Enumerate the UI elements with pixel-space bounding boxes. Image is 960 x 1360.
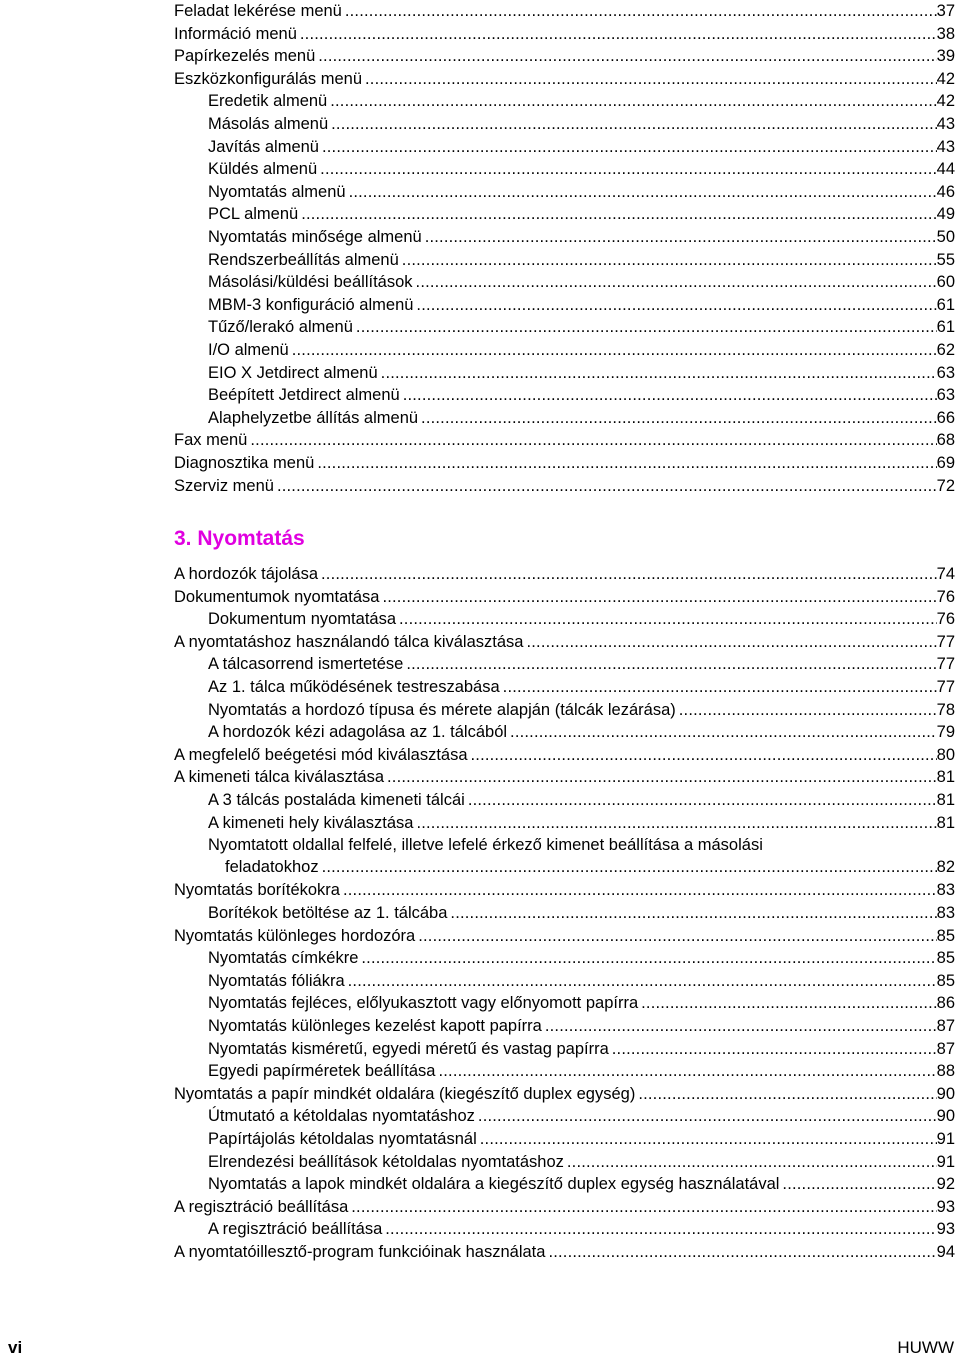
dot-leader <box>345 0 937 22</box>
toc-entry[interactable] <box>174 1196 955 1218</box>
dot-leader <box>322 136 937 158</box>
toc-entry-title: Elrendezési beállítások kétoldalas nyomtatáshoz <box>208 1152 564 1171</box>
toc-entry-page: 88 <box>936 1062 955 1081</box>
toc-entry[interactable] <box>208 136 955 158</box>
toc-entry[interactable] <box>174 631 955 653</box>
toc-entry[interactable] <box>208 1060 955 1082</box>
toc-entry[interactable] <box>208 1015 955 1037</box>
dot-leader <box>331 113 937 135</box>
toc-entry-title: Javítás almenü <box>208 137 319 156</box>
toc-entry-title: Nyomtatás kisméretű, egyedi méretű és vastag papírra <box>208 1039 609 1058</box>
toc-entry-page: 87 <box>936 1039 955 1058</box>
page-number: vi <box>8 1338 23 1357</box>
dot-leader <box>382 586 936 608</box>
toc-entry-page: 86 <box>936 994 955 1013</box>
toc-entry-title: PCL almenü <box>208 205 299 224</box>
toc-entry-page: 93 <box>936 1197 955 1216</box>
toc-entry[interactable] <box>208 90 955 112</box>
dot-leader <box>300 23 937 45</box>
toc-entry[interactable] <box>208 1105 955 1127</box>
toc-entry-title: Papírtájolás kétoldalas nyomtatásnál <box>208 1130 477 1148</box>
toc-entry-page: 38 <box>936 24 955 43</box>
toc-entry-page: 50 <box>936 228 955 246</box>
toc-entry[interactable] <box>208 362 955 384</box>
toc-entry[interactable] <box>208 384 955 406</box>
toc-entry-title: Küldés almenü <box>208 160 318 179</box>
dot-leader <box>480 1128 937 1150</box>
toc-entry[interactable] <box>208 113 955 135</box>
dot-leader <box>638 1083 936 1105</box>
toc-entry-page: 79 <box>936 723 955 742</box>
toc-entry[interactable] <box>174 925 955 947</box>
toc-entry-title: I/O almenü <box>208 341 289 359</box>
toc-entry[interactable] <box>208 407 955 429</box>
toc-entry-page: 61 <box>936 295 955 314</box>
toc-entry-title: A kimeneti tálca kiválasztása <box>174 768 385 787</box>
dot-leader <box>277 475 937 497</box>
toc-entry-title: Alaphelyzetbe állítás almenü <box>208 408 419 427</box>
toc-entry-page: 63 <box>936 363 955 382</box>
toc-entry-page: 81 <box>936 813 955 832</box>
toc-entry-title: A kimeneti hely kiválasztása <box>208 813 414 832</box>
toc-entry[interactable] <box>208 902 955 924</box>
toc-entry-title: Az 1. tálca működésének testreszabása <box>208 678 500 696</box>
toc-entry-page: 55 <box>936 250 955 269</box>
toc-entry-title: A regisztráció beállítása <box>208 1220 383 1239</box>
dot-leader <box>416 294 936 316</box>
toc-entry[interactable] <box>208 608 955 630</box>
toc-entry-title: Beépített Jetdirect almenü <box>208 386 400 405</box>
toc-entry-title: Nyomtatás címkékre <box>208 949 359 968</box>
dot-leader <box>421 407 937 429</box>
toc-entry[interactable] <box>208 1038 955 1060</box>
toc-entry-page: 61 <box>936 318 955 337</box>
toc-entry-page: 68 <box>936 431 955 450</box>
toc-entry-page: 43 <box>936 137 955 156</box>
toc-entry-page: 42 <box>936 92 955 111</box>
toc-entry-page: 90 <box>936 1107 955 1126</box>
toc-entry-page: 87 <box>936 1017 955 1035</box>
toc-entry-title: A nyomtatáshoz használandó tálca kiválasztása <box>174 632 524 651</box>
toc-entry[interactable] <box>208 1151 955 1173</box>
dot-leader <box>385 1218 936 1240</box>
toc-entry-page: 72 <box>936 476 955 495</box>
dot-leader <box>301 203 936 225</box>
toc-entry-page: 80 <box>936 745 955 764</box>
toc-entry-title: A hordozók tájolása <box>174 565 319 583</box>
toc-entry-title: Nyomtatás a papír mindkét oldalára (kiegészítő duplex egység) <box>174 1084 636 1103</box>
toc-entry[interactable] <box>208 1218 955 1240</box>
toc-entry-page: 77 <box>936 678 955 696</box>
toc-entry-title: A tálcasorrend ismertetése <box>208 655 404 674</box>
toc-entry-page: 44 <box>936 160 955 179</box>
toc-entry[interactable] <box>174 879 955 901</box>
dot-leader <box>361 947 936 969</box>
toc-entry-title: Dokumentumok nyomtatása <box>174 587 380 606</box>
toc-entry-page: 76 <box>936 587 955 606</box>
toc-entry[interactable] <box>208 834 955 880</box>
toc-entry-page: 49 <box>936 205 955 224</box>
dot-leader <box>330 90 936 112</box>
toc-entry-page: 42 <box>936 69 955 88</box>
toc-entry[interactable] <box>208 721 955 743</box>
toc-entry-title: Eredetik almenü <box>208 92 328 111</box>
dot-leader <box>399 608 937 630</box>
toc-entry-title: A megfelelő beégetési mód kiválasztása <box>174 745 468 764</box>
toc-entry-title: Nyomtatás különleges hordozóra <box>174 926 416 945</box>
footer-brand: HUWW <box>897 1338 954 1357</box>
toc-entry-page: 39 <box>936 47 955 66</box>
dot-leader <box>321 563 937 585</box>
toc-entry-page: 77 <box>936 632 955 651</box>
toc-entry[interactable] <box>208 271 955 293</box>
dot-leader <box>450 902 936 924</box>
dot-leader <box>416 812 936 834</box>
toc-entry-page: 85 <box>936 949 955 968</box>
dot-leader <box>641 992 937 1014</box>
toc-entry-page: 78 <box>936 700 955 719</box>
toc-entry-page: 90 <box>936 1084 955 1103</box>
dot-leader <box>318 45 936 67</box>
toc-entry-title: Másolási/küldési beállítások <box>208 273 413 292</box>
toc-entry-title: Nyomtatás különleges kezelést kapott papírra <box>208 1017 542 1035</box>
dot-leader <box>418 925 936 947</box>
dot-leader <box>503 676 937 698</box>
toc-entry[interactable] <box>174 563 955 585</box>
dot-leader <box>349 181 937 203</box>
dot-leader <box>471 744 937 766</box>
toc-entry[interactable] <box>174 429 955 451</box>
dot-leader <box>402 249 937 271</box>
dot-leader <box>387 766 937 788</box>
toc-entry[interactable] <box>174 766 955 788</box>
toc-entry-page: 93 <box>936 1220 955 1239</box>
toc-entry-title: Nyomtatás almenü <box>208 182 346 201</box>
toc-entry[interactable] <box>208 339 955 361</box>
toc-entry-title: Nyomtatás a hordozó típusa és mérete alapján (tálcák lezárása) <box>208 700 676 719</box>
toc-entry-title: Szerviz menü <box>174 476 274 495</box>
dot-leader <box>356 316 937 338</box>
dot-leader <box>292 339 937 361</box>
toc-entry-title-continued: feladatokhoz <box>225 858 319 877</box>
toc-entry-page: 43 <box>936 115 955 133</box>
dot-leader <box>782 1173 936 1195</box>
toc-entry-title: MBM-3 konfiguráció almenü <box>208 295 414 314</box>
toc-entry[interactable] <box>174 475 955 497</box>
toc-entry-page: 62 <box>936 341 955 359</box>
toc-entry[interactable] <box>174 1241 955 1263</box>
toc-entry-title: Egyedi papírméretek beállítása <box>208 1062 436 1081</box>
toc-entry-page: 85 <box>936 926 955 945</box>
dot-leader <box>343 879 937 901</box>
toc-entry[interactable] <box>208 1173 955 1195</box>
toc-entry[interactable] <box>174 45 955 67</box>
toc-entry[interactable] <box>174 1083 955 1105</box>
toc-entry-page: 83 <box>936 881 955 900</box>
toc-entry[interactable] <box>174 452 955 474</box>
toc-entry[interactable] <box>208 789 955 811</box>
toc-entry-page: 60 <box>936 273 955 292</box>
toc-entry-title: Feladat lekérése menü <box>174 2 342 20</box>
toc-entry-page: 92 <box>936 1175 955 1194</box>
toc-entry-title: A regisztráció beállítása <box>174 1197 349 1216</box>
toc-entry-title: EIO X Jetdirect almenü <box>208 363 378 382</box>
toc-entry[interactable] <box>208 947 955 969</box>
toc-entry-title: Tűző/lerakó almenü <box>208 318 353 337</box>
toc-entry[interactable] <box>208 158 955 180</box>
toc-entry-title: Nyomtatás a lapok mindkét oldalára a kiegészítő duplex egység használatával <box>208 1175 780 1194</box>
toc-entry[interactable] <box>208 316 955 338</box>
dot-leader <box>381 362 937 384</box>
toc-entry-title: Nyomtatás fóliákra <box>208 971 345 990</box>
toc-entry[interactable] <box>208 226 955 248</box>
toc-entry-page: 94 <box>936 1243 955 1261</box>
dot-leader <box>348 970 937 992</box>
toc-entry-title: Másolás almenü <box>208 115 329 133</box>
toc-entry-title: Diagnosztika menü <box>174 454 315 472</box>
toc-entry-title: A 3 tálcás postaláda kimeneti tálcái <box>208 791 465 809</box>
dot-leader <box>406 653 936 675</box>
dot-leader <box>526 631 936 653</box>
dot-leader <box>567 1151 937 1173</box>
dot-leader <box>425 226 937 248</box>
toc-entry-page: 81 <box>936 768 955 787</box>
toc-entry-page: 91 <box>936 1152 955 1171</box>
dot-leader <box>545 1015 937 1037</box>
dot-leader <box>403 384 937 406</box>
toc-entry-title: Papírkezelés menü <box>174 47 316 66</box>
toc-entry-page: 46 <box>936 182 955 201</box>
dot-leader <box>612 1038 937 1060</box>
dot-leader <box>320 158 936 180</box>
dot-leader <box>679 699 937 721</box>
toc-entry-title: A hordozók kézi adagolása az 1. tálcából <box>208 723 508 742</box>
toc-entry[interactable] <box>208 676 955 698</box>
toc-entry-title: Borítékok betöltése az 1. tálcába <box>208 904 448 922</box>
dot-leader <box>365 68 937 90</box>
toc-entry-title: Nyomtatás borítékokra <box>174 881 340 900</box>
toc-entry-title: Útmutató a kétoldalas nyomtatáshoz <box>208 1107 475 1126</box>
toc-entry[interactable] <box>174 23 955 45</box>
toc-entry[interactable] <box>174 68 955 90</box>
toc-entry[interactable] <box>208 203 955 225</box>
dot-leader <box>548 1241 936 1263</box>
toc-entry-title: Fax menü <box>174 431 248 450</box>
dot-leader <box>416 271 937 293</box>
toc-entry-title: Dokumentum nyomtatása <box>208 610 397 629</box>
dot-leader <box>468 789 937 811</box>
toc-entry-page: 76 <box>936 610 955 629</box>
toc-entry-page: 83 <box>936 904 955 922</box>
toc-entry-page: 63 <box>936 386 955 405</box>
toc-entry-title: A nyomtatóillesztő-program funkcióinak használata <box>174 1243 546 1261</box>
toc-entry-title: Nyomtatás minősége almenü <box>208 228 422 246</box>
toc-entry[interactable] <box>208 699 955 721</box>
toc-entry[interactable] <box>208 653 955 675</box>
dot-leader <box>351 1196 936 1218</box>
toc-entry[interactable] <box>208 249 955 271</box>
toc-entry[interactable] <box>208 181 955 203</box>
toc-entry-title: Eszközkonfigurálás menü <box>174 69 363 88</box>
toc-entry[interactable] <box>174 744 955 766</box>
toc-entry-title: Nyomtatás fejléces, előlyukasztott vagy előnyomott papírra <box>208 994 639 1013</box>
toc-entry-page: 66 <box>936 408 955 427</box>
dot-leader <box>317 452 936 474</box>
toc-entry-page: 74 <box>936 565 955 583</box>
toc-entry[interactable] <box>208 1128 955 1150</box>
toc-entry[interactable] <box>208 812 955 834</box>
toc-entry[interactable] <box>174 586 955 608</box>
toc-entry-title: Rendszerbeállítás almenü <box>208 250 399 269</box>
toc-entry[interactable] <box>174 0 955 22</box>
toc-entry-title: Információ menü <box>174 24 297 43</box>
toc-entry[interactable] <box>208 970 955 992</box>
dot-leader <box>322 856 937 878</box>
toc-entry[interactable] <box>208 294 955 316</box>
toc-entry-page: 69 <box>936 454 955 472</box>
dot-leader <box>250 429 936 451</box>
toc-entry[interactable] <box>208 992 955 1014</box>
toc-entry-page: 81 <box>936 791 955 809</box>
toc-entry-title: Nyomtatott oldallal felfelé, illetve lefelé érkező kimenet beállítása a másolási <box>208 836 763 855</box>
dot-leader <box>478 1105 937 1127</box>
section-heading[interactable]: 3. Nyomtatás <box>174 527 305 550</box>
toc-entry-page: 85 <box>936 971 955 990</box>
toc-entry-page: 37 <box>936 2 955 20</box>
dot-leader <box>510 721 937 743</box>
toc-entry-page: 77 <box>936 655 955 674</box>
toc-entry-page: 91 <box>936 1130 955 1148</box>
toc-entry-page: 82 <box>936 858 955 877</box>
dot-leader <box>438 1060 936 1082</box>
